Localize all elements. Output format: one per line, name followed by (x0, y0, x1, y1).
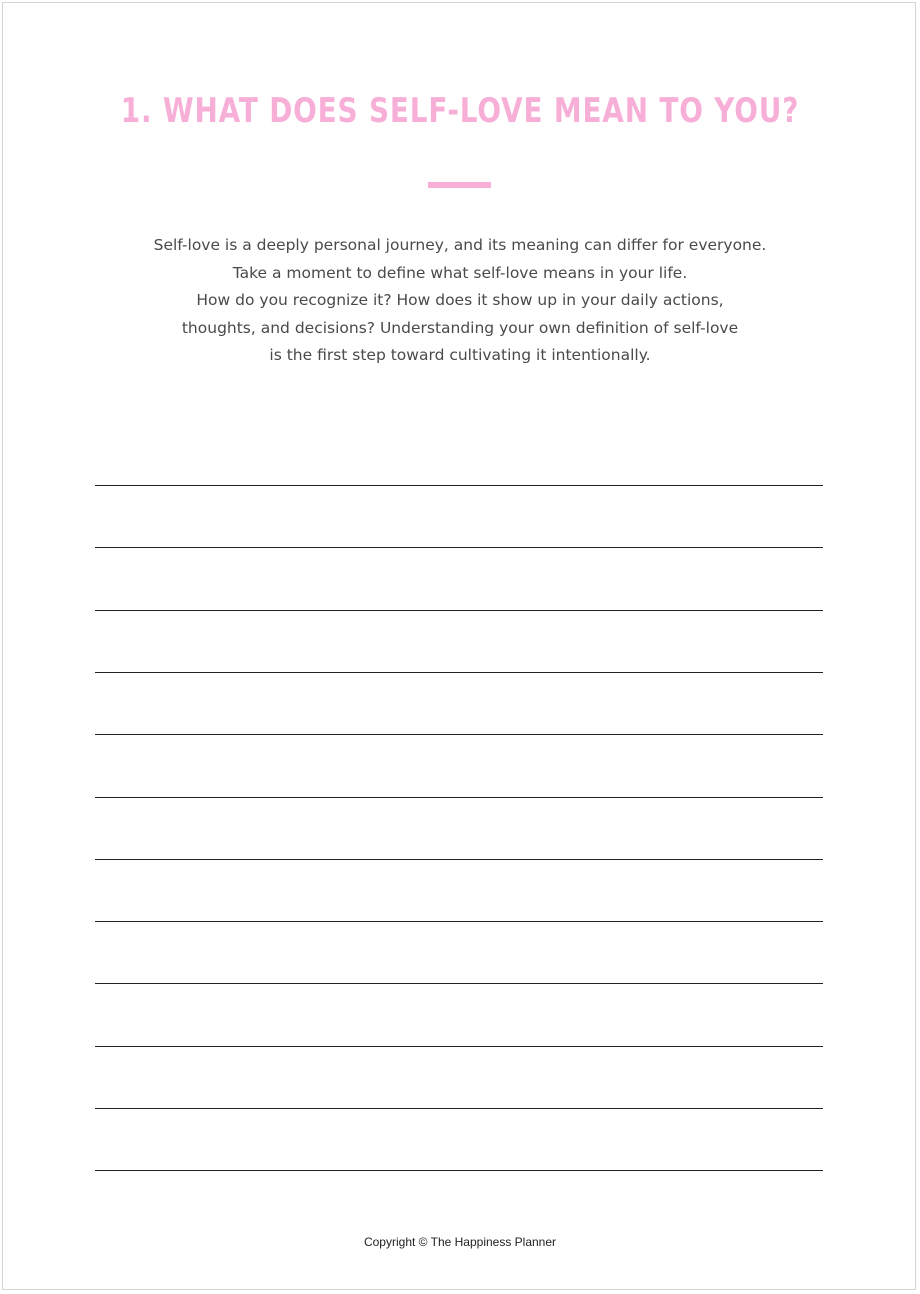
worksheet-page (2, 2, 916, 1290)
title-divider (428, 182, 491, 188)
writing-line (95, 610, 823, 611)
intro-line: thoughts, and decisions? Understanding your own definition of self-love (181, 318, 739, 337)
writing-line (95, 1170, 823, 1171)
intro-line: Take a moment to define what self-love means in your life. (232, 263, 688, 282)
intro-line: How do you recognize it? How does it show up in your daily actions, (196, 291, 724, 309)
intro-paragraph (63, 232, 857, 370)
intro-line: is the first step toward cultivating it intentionally. (269, 346, 651, 364)
intro-line: Self-love is a deeply personal journey, and its meaning can differ for everyone. (153, 236, 767, 254)
writing-line (95, 1046, 823, 1047)
writing-line (95, 797, 823, 798)
writing-line (95, 485, 823, 486)
writing-line (95, 983, 823, 984)
writing-line (95, 734, 823, 735)
copyright-footer: Copyright © The Happiness Planner (363, 1235, 557, 1249)
writing-line (95, 672, 823, 673)
page-title: 1. WHAT DOES SELF-LOVE MEAN TO YOU? (120, 91, 800, 131)
writing-line (95, 859, 823, 860)
writing-line (95, 547, 823, 548)
writing-line (95, 921, 823, 922)
writing-line (95, 1108, 823, 1109)
